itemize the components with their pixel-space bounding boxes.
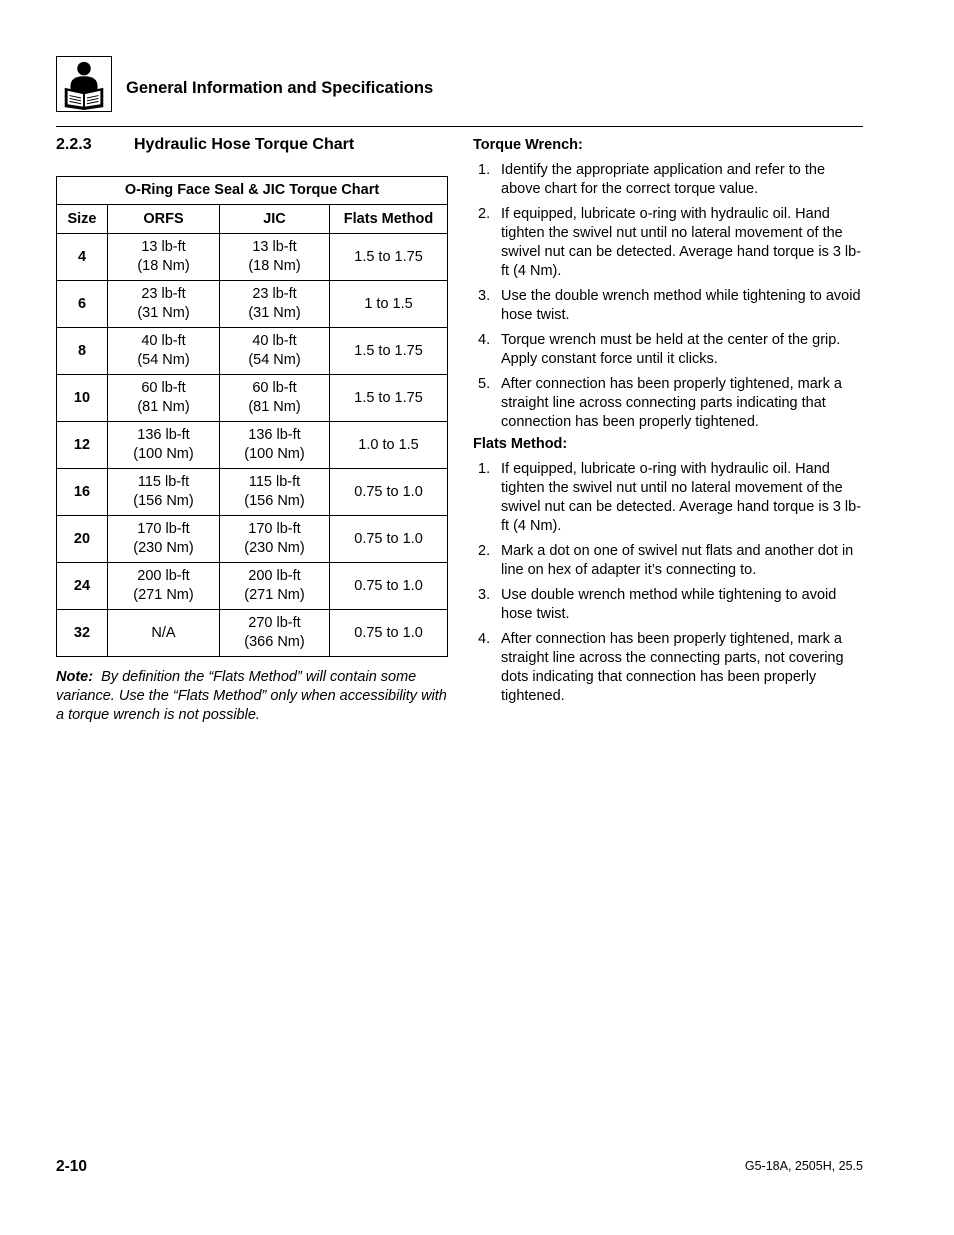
list-item: 3. Use the double wrench method while tightening to avoid hose twist.: [478, 288, 861, 323]
cell-orfs: 60 lb-ft (81 Nm): [108, 375, 220, 422]
cell-orfs: 136 lb-ft (100 Nm): [108, 422, 220, 469]
cell-orfs: 200 lb-ft (271 Nm): [108, 563, 220, 610]
cell-jic: 115 lb-ft (156 Nm): [220, 469, 330, 516]
flats-method-steps: [473, 460, 865, 706]
note-text: By definition the “Flats Method” will contain some variance. Use the “Flats Method” only when accessibility with a torque wrench is not possible.: [56, 669, 447, 723]
cell-jic: 136 lb-ft (100 Nm): [220, 422, 330, 469]
cell-flats: 1.5 to 1.75: [330, 234, 448, 281]
list-item: 3. Use double wrench method while tightening to avoid hose twist.: [478, 587, 837, 622]
cell-flats: 0.75 to 1.0: [330, 516, 448, 563]
table-row: [57, 469, 448, 516]
list-item: 4. After connection has been properly tightened, mark a straight line across the connecting parts, not covering dots indicating that connection has been properly tightened.: [478, 631, 844, 704]
list-item: 4. Torque wrench must be held at the center of the grip. Apply constant force until it clicks.: [478, 332, 841, 367]
cell-flats: 1.0 to 1.5: [330, 422, 448, 469]
cell-size: 8: [57, 328, 108, 375]
flats-method-title: Flats Method:: [473, 436, 568, 452]
section-number: 2.2.3: [56, 136, 92, 153]
cell-size: 6: [57, 281, 108, 328]
cell-jic: 23 lb-ft (31 Nm): [220, 281, 330, 328]
cell-jic: 270 lb-ft (366 Nm): [220, 610, 330, 657]
cell-jic: 60 lb-ft (81 Nm): [220, 375, 330, 422]
cell-flats: 0.75 to 1.0: [330, 610, 448, 657]
cell-size: 16: [57, 469, 108, 516]
cell-orfs: 13 lb-ft (18 Nm): [108, 234, 220, 281]
torque-wrench-section: [473, 136, 865, 438]
cell-jic: 13 lb-ft (18 Nm): [220, 234, 330, 281]
table-row: [57, 422, 448, 469]
cell-size: 32: [57, 610, 108, 657]
column-header-jic: JIC: [220, 205, 330, 234]
cell-flats: 1 to 1.5: [330, 281, 448, 328]
table-row: [57, 328, 448, 375]
cell-flats: 0.75 to 1.0: [330, 469, 448, 516]
cell-size: 4: [57, 234, 108, 281]
cell-size: 24: [57, 563, 108, 610]
page-number: 2-10: [56, 1158, 88, 1175]
reader-manual-icon: [56, 56, 112, 112]
torque-chart-table: [56, 176, 448, 657]
table-row: [57, 234, 448, 281]
cell-orfs: 170 lb-ft (230 Nm): [108, 516, 220, 563]
note: [56, 668, 456, 725]
list-item: 5. After connection has been properly tightened, mark a straight line across connecting parts indicating that connection has been properly tightened.: [478, 376, 842, 430]
table-row: [57, 563, 448, 610]
cell-jic: 170 lb-ft (230 Nm): [220, 516, 330, 563]
cell-size: 20: [57, 516, 108, 563]
cell-flats: 1.5 to 1.75: [330, 375, 448, 422]
cell-orfs: 23 lb-ft (31 Nm): [108, 281, 220, 328]
cell-flats: 1.5 to 1.75: [330, 328, 448, 375]
column-header-size: Size: [57, 205, 108, 234]
cell-size: 12: [57, 422, 108, 469]
table-row: [57, 610, 448, 657]
flats-method-section: [473, 435, 865, 712]
cell-orfs: N/A: [108, 610, 220, 657]
cell-orfs: 40 lb-ft (54 Nm): [108, 328, 220, 375]
table-row: [57, 375, 448, 422]
section-title: Hydraulic Hose Torque Chart: [134, 136, 355, 153]
column-header-flats-method: Flats Method: [330, 205, 448, 234]
list-item: 1. If equipped, lubricate o-ring with hydraulic oil. Hand tighten the swivel nut until no lateral movement of the swivel nut can be detected. Average hand torque is 3 lb-ft (4 Nm).: [478, 461, 862, 534]
document-reference: G5-18A, 2505H, 25.5: [744, 1159, 863, 1173]
header-divider: [56, 126, 863, 127]
note-label: Note:: [56, 669, 94, 685]
column-header-orfs: ORFS: [108, 205, 220, 234]
table-row: [57, 516, 448, 563]
list-item: 1. Identify the appropriate application and refer to the above chart for the correct torque value.: [478, 162, 826, 197]
cell-jic: 40 lb-ft (54 Nm): [220, 328, 330, 375]
torque-wrench-title: Torque Wrench:: [473, 137, 583, 153]
list-item: 2. Mark a dot on one of swivel nut flats and another dot in line on hex of adapter it’s connecting to.: [478, 543, 854, 578]
cell-jic: 200 lb-ft (271 Nm): [220, 563, 330, 610]
torque-wrench-steps: [473, 161, 865, 432]
list-item: 2. If equipped, lubricate o-ring with hydraulic oil. Hand tighten the swivel nut until no lateral movement of the swivel nut can be detected. Average hand torque is 3 lb-ft (4 Nm).: [478, 206, 862, 279]
table-row: [57, 281, 448, 328]
cell-flats: 0.75 to 1.0: [330, 563, 448, 610]
cell-size: 10: [57, 375, 108, 422]
cell-orfs: 115 lb-ft (156 Nm): [108, 469, 220, 516]
header-title: General Information and Specifications: [126, 79, 434, 97]
table-caption: O-Ring Face Seal & JIC Torque Chart: [57, 177, 448, 205]
